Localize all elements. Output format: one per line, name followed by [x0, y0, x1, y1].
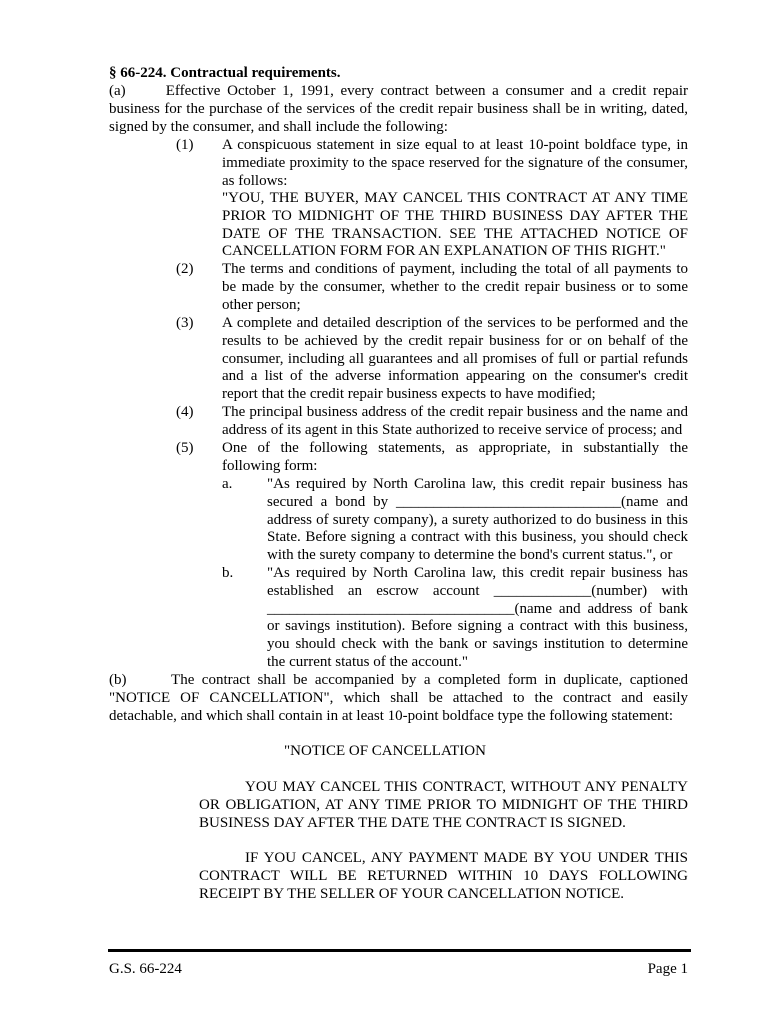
footer-page-number: Page 1: [647, 961, 688, 977]
notice-title: "NOTICE OF CANCELLATION: [284, 743, 486, 759]
sub-item-b-text: "As required by North Carolina law, this credit repair business has established an escrow account _____________(number) with _________________________________(name and address of bank or savings institution). Before signing a contract with this business, you should check with the bank or savings institution to determine the current status of the account.": [267, 565, 688, 670]
item-2-text: The terms and conditions of payment, including the total of all payments to be made by the consumer, whether to the credit repair business or to some other person;: [222, 261, 688, 313]
item-1-text: A conspicuous statement in size equal to at least 10-point boldface type, in immediate proximity to the space reserved for the signature of the consumer, as follows:: [222, 137, 688, 189]
sub-item-a-text: "As required by North Carolina law, this credit repair business has secured a bond by ______________________________(name and address of surety company), a surety authorized to do business in this State. Before signing a contract with this business, you should check with the surety company to determine the bond's current status.", or: [267, 476, 688, 564]
notice-paragraph-2: IF YOU CANCEL, ANY PAYMENT MADE BY YOU UNDER THIS CONTRACT WILL BE RETURNED WITHIN 10 DAYS FOLLOWING RECEIPT BY THE SELLER OF YOUR CANCELLATION NOTICE.: [199, 850, 688, 902]
item-3-text: A complete and detailed description of the services to be performed and the results to be achieved by the credit repair business for or on behalf of the consumer, including all guarantees and all promises of full or partial refunds and a list of the adverse information appearing on the consumer's credit report that the credit repair business expects to have modified;: [222, 315, 688, 403]
section-heading: § 66-224. Contractual requirements.: [109, 65, 341, 81]
item-2-number: (2): [176, 261, 194, 277]
footer-statute-label: G.S. 66-224: [109, 961, 182, 977]
item-3-number: (3): [176, 315, 194, 331]
item-4-text: The principal business address of the credit repair business and the name and address of its agent in this State authorized to receive service of process; and: [222, 404, 688, 438]
notice-paragraph-1: YOU MAY CANCEL THIS CONTRACT, WITHOUT ANY PENALTY OR OBLIGATION, AT ANY TIME PRIOR TO MIDNIGHT OF THE THIRD BUSINESS DAY AFTER THE DATE THE CONTRACT IS SIGNED.: [199, 779, 688, 831]
item-1-number: (1): [176, 137, 194, 153]
item-4-number: (4): [176, 404, 194, 420]
item-5-text: One of the following statements, as appropriate, in substantially the following form:: [222, 440, 688, 474]
paragraph-a: (a) Effective October 1, 1991, every contract between a consumer and a credit repair business for the purchase of the services of the credit repair business shall be in writing, dated, signed by the consumer, and shall include the following:: [109, 83, 688, 135]
cancellation-right-statement: "YOU, THE BUYER, MAY CANCEL THIS CONTRACT AT ANY TIME PRIOR TO MIDNIGHT OF THE THIRD BUSINESS DAY AFTER THE DATE OF THE TRANSACTION. SEE THE ATTACHED NOTICE OF CANCELLATION FORM FOR AN EXPLANATION OF THIS RIGHT.": [222, 190, 688, 260]
item-5-number: (5): [176, 440, 194, 456]
footer-rule: [108, 949, 691, 952]
sub-item-b-label: b.: [222, 565, 234, 581]
paragraph-b: (b) The contract shall be accompanied by a completed form in duplicate, captioned "NOTICE OF CANCELLATION", which shall be attached to the contract and easily detachable, and which shall contain in at least 10-point boldface type the following statement:: [109, 672, 688, 724]
sub-item-a-label: a.: [222, 476, 233, 492]
